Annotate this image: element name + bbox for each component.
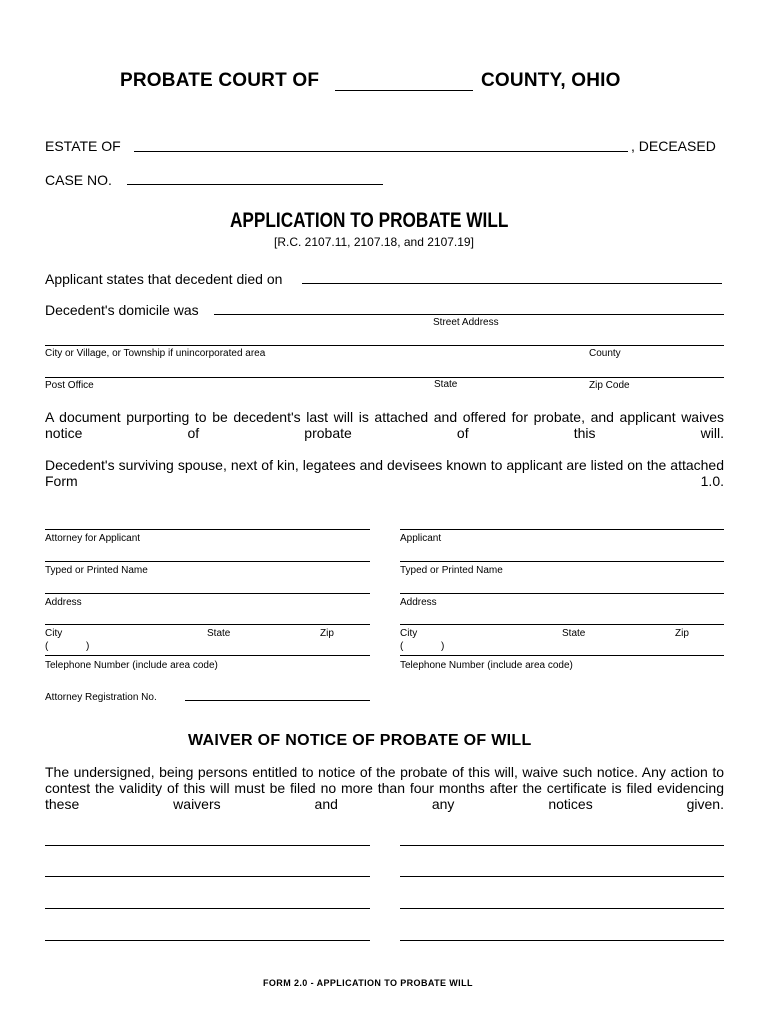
applicant-telephone-caption: Telephone Number (include area code) [400, 660, 573, 671]
deceased-label: , DECEASED [631, 138, 716, 154]
post-office-line[interactable] [45, 377, 724, 378]
attorney-address-caption: Address [45, 597, 82, 608]
applicant-state-caption: State [562, 628, 586, 639]
date-of-death-line[interactable] [302, 283, 722, 284]
statute-reference: [R.C. 2107.11, 2107.18, and 2107.19] [274, 235, 474, 249]
applicant-address-caption: Address [400, 597, 437, 608]
waiver-signature-line[interactable] [400, 940, 724, 941]
attorney-registration-line[interactable] [185, 700, 370, 701]
estate-name-line[interactable] [134, 151, 628, 152]
attorney-address-line[interactable] [45, 593, 370, 594]
attorney-zip-caption: Zip [320, 628, 334, 639]
waiver-signature-line[interactable] [400, 876, 724, 877]
street-address-line[interactable] [214, 314, 724, 315]
attorney-telephone-line[interactable] [45, 655, 370, 656]
state-caption: State [434, 379, 458, 390]
attorney-city-caption: City [45, 628, 63, 639]
applicant-signature-line[interactable] [400, 529, 724, 530]
applicant-area-close: ) [441, 641, 445, 652]
application-title: APPLICATION TO PROBATE WILL [230, 209, 509, 232]
attorney-for-applicant-caption: Attorney for Applicant [45, 533, 141, 544]
waiver-paragraph: The undersigned, being persons entitled to notice of the probate of this will, waive such notice. Any action to contest the validity of this will must be filed no more than four months after the certificate is filed evidencing these waivers and any notices given. [45, 764, 724, 812]
case-no-line[interactable] [127, 184, 383, 185]
county-caption: County [589, 348, 621, 359]
applicant-typed-name-line[interactable] [400, 561, 724, 562]
waiver-title: WAIVER OF NOTICE OF PROBATE OF WILL [188, 732, 532, 749]
applicant-caption: Applicant [400, 533, 442, 544]
county-name-line[interactable] [335, 90, 473, 91]
applicant-typed-name-caption: Typed or Printed Name [400, 565, 503, 576]
case-no-label: CASE NO. [45, 172, 112, 188]
attorney-area-close: ) [86, 641, 90, 652]
waiver-signature-line[interactable] [45, 940, 370, 941]
died-on-label: Applicant states that decedent died on [45, 271, 283, 287]
applicant-area-open: ( [400, 641, 404, 652]
applicant-city-caption: City [400, 628, 418, 639]
waiver-signature-line[interactable] [45, 876, 370, 877]
attorney-telephone-caption: Telephone Number (include area code) [45, 660, 218, 671]
waiver-signature-line[interactable] [45, 845, 370, 846]
domicile-label: Decedent's domicile was [45, 302, 199, 318]
form-footer: FORM 2.0 - APPLICATION TO PROBATE WILL [263, 978, 473, 988]
attorney-state-caption: State [207, 628, 231, 639]
city-village-caption: City or Village, or Township if unincorporated area [45, 348, 266, 359]
applicant-address-line[interactable] [400, 593, 724, 594]
waiver-signature-line[interactable] [400, 908, 724, 909]
street-address-caption: Street Address [433, 317, 499, 328]
attorney-typed-name-line[interactable] [45, 561, 370, 562]
zip-code-caption: Zip Code [589, 380, 630, 391]
document-offered-paragraph: A document purporting to be decedent's last will is attached and offered for probate, and applicant waives notice of probate of this will. [45, 409, 724, 441]
applicant-zip-caption: Zip [675, 628, 689, 639]
attorney-registration-caption: Attorney Registration No. [45, 692, 157, 703]
attorney-city-line[interactable] [45, 624, 370, 625]
waiver-signature-line[interactable] [45, 908, 370, 909]
court-prefix: PROBATE COURT OF [120, 70, 320, 91]
attorney-signature-line[interactable] [45, 529, 370, 530]
applicant-city-line[interactable] [400, 624, 724, 625]
applicant-telephone-line[interactable] [400, 655, 724, 656]
waiver-signature-line[interactable] [400, 845, 724, 846]
attorney-area-open: ( [45, 641, 49, 652]
surviving-paragraph: Decedent's surviving spouse, next of kin, legatees and devisees known to applicant are listed on the attached Form 1.0. [45, 457, 724, 489]
attorney-typed-name-caption: Typed or Printed Name [45, 565, 148, 576]
court-suffix: COUNTY, OHIO [481, 70, 621, 91]
post-office-caption: Post Office [45, 380, 94, 391]
city-county-line[interactable] [45, 345, 724, 346]
estate-of-label: ESTATE OF [45, 138, 121, 154]
